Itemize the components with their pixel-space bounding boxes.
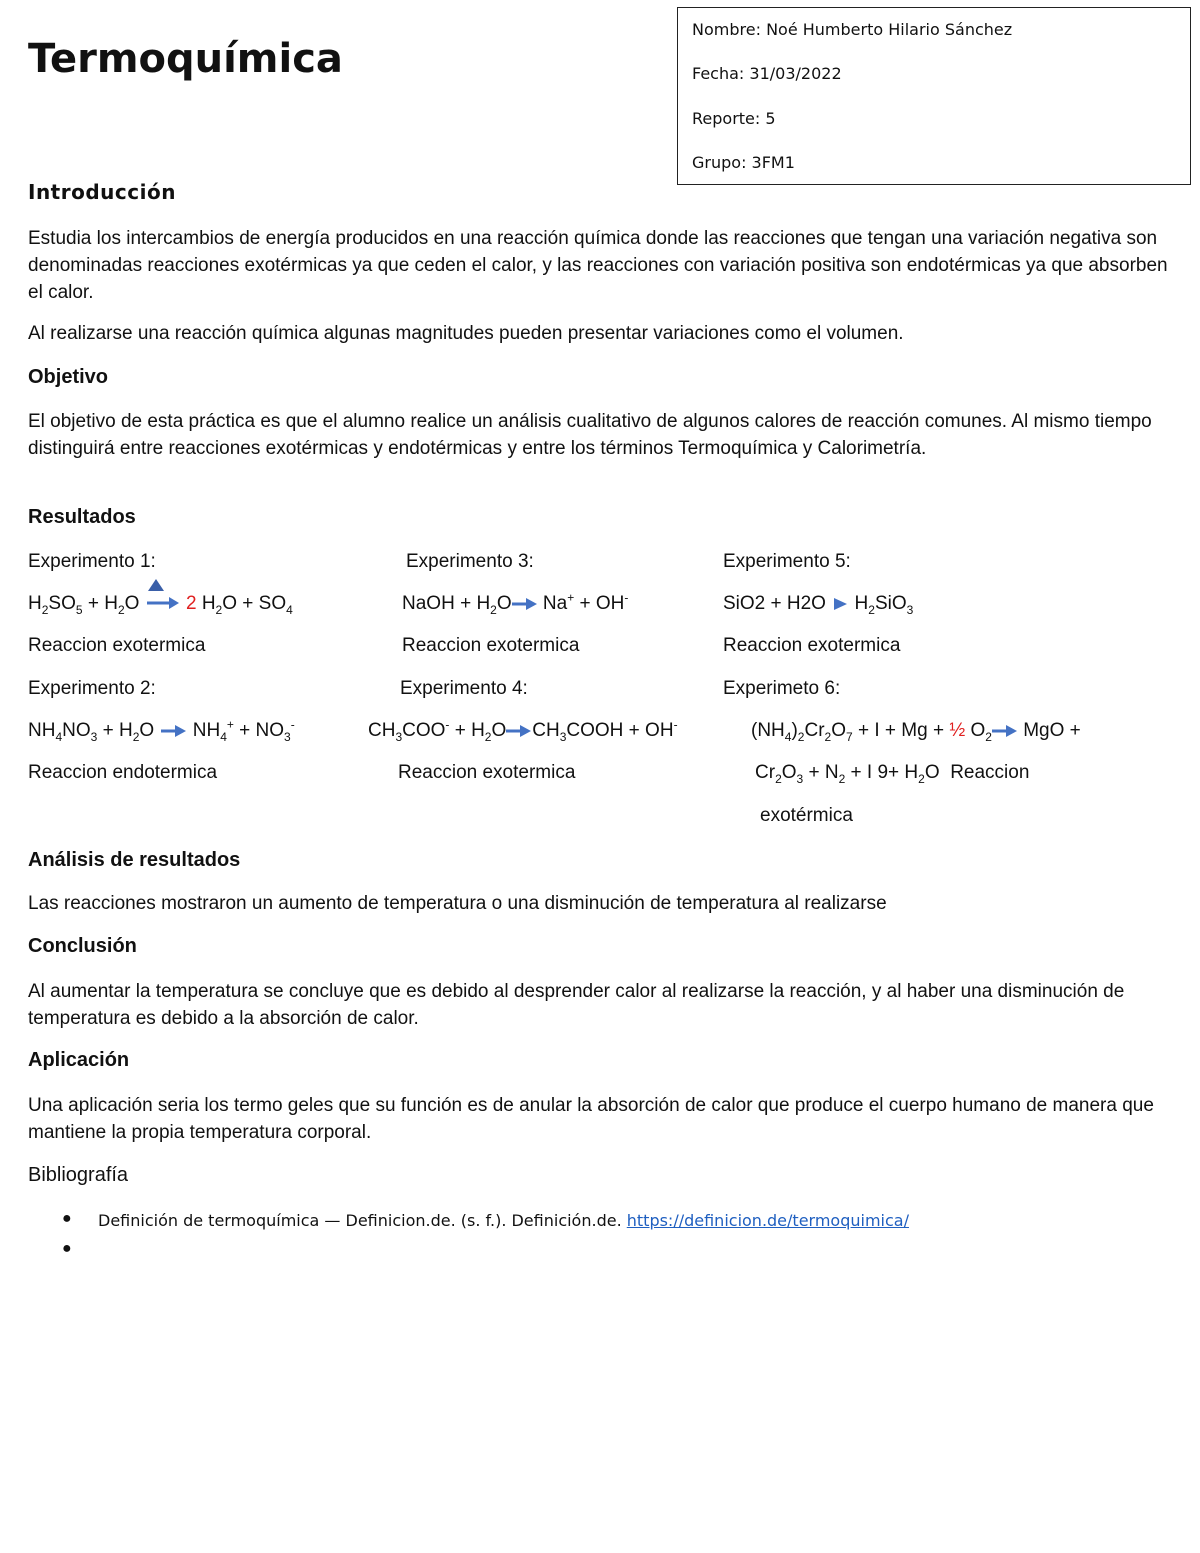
page-title: Termoquímica — [28, 36, 343, 82]
exp1-result: Reaccion exotermica — [28, 635, 206, 656]
aplicacion-paragraph: Una aplicación seria los termo geles que su función es de anular la absorción de calor que produce el cuerpo humano de manera que mantiene la propia temperatura corporal. — [28, 1095, 1154, 1143]
reporte-value: 5 — [765, 109, 776, 128]
exp5-result: Reaccion exotermica — [723, 635, 901, 656]
exp1-equation: $H_2SO_5 + H_2O$ 2 $H_2O + SO_4$ — [28, 593, 293, 615]
arrow-icon — [992, 724, 1018, 738]
arrow-icon — [159, 724, 187, 738]
bibliography-entry-text: Definición de termoquímica — Definicion.de. (s. f.). Definición.de. — [98, 1211, 622, 1230]
exp5-equation: SiO2 + H2O $H_2SiO_3$ — [723, 593, 914, 617]
intro-heading: Introducción — [28, 180, 176, 204]
grupo-row — [692, 153, 795, 172]
exp6-result-b: exotérmica — [760, 805, 853, 826]
arrow-icon — [506, 724, 532, 738]
analisis-heading: Análisis de resultados — [28, 849, 241, 871]
nombre-row — [692, 20, 1012, 39]
nombre-label: Nombre: — [692, 20, 761, 39]
exp4-result: Reaccion exotermica — [398, 762, 576, 783]
exp1-label: Experimento 1: — [28, 551, 156, 572]
student-info-box — [677, 7, 1191, 185]
reporte-row — [692, 109, 776, 128]
intro-paragraph-1: Estudia los intercambios de energía producidos en una reacción química donde las reacciones que tengan una variación negativa son denominadas reacciones exotérmicas ya que ceden el calor, y las reacciones con variación positiva son endotérmicas ya que absorben el calor. — [28, 228, 1168, 303]
conclusion-heading: Conclusión — [28, 935, 137, 957]
exp3-label: Experimento 3: — [406, 551, 534, 572]
exp4-label: Experimento 4: — [400, 678, 528, 699]
exp6-equation-line-2: $Cr_2O_3 + N_2 + I$ $9+ H_2O$ Reaccion — [755, 762, 1030, 786]
exp4-equation: $CH_3COO^- + H_2O$ $CH_3COOH + OH^-$ — [368, 717, 678, 744]
exp2-result: Reaccion endotermica — [28, 762, 218, 783]
grupo-value: 3FM1 — [751, 153, 795, 172]
bibliography-entry — [98, 1211, 909, 1230]
arrow-icon — [512, 597, 538, 611]
objetivo-heading: Objetivo — [28, 366, 109, 388]
reporte-label: Reporte: — [692, 109, 761, 128]
exp2-equation: $NH_4NO_3 + H_2O$ $NH_4^+ + NO_3^-$ — [28, 717, 295, 744]
exp2-label: Experimento 2: — [28, 678, 156, 699]
aplicacion-heading: Aplicación — [28, 1049, 130, 1071]
bullet-icon: ● — [62, 1210, 72, 1227]
nombre-value: Noé Humberto Hilario Sánchez — [766, 20, 1013, 39]
exp6-label: Experimeto 6: — [723, 678, 841, 699]
resultados-heading: Resultados — [28, 506, 136, 528]
intro-paragraph-2: Al realizarse una reacción química algunas magnitudes pueden presentar variaciones como el volumen. — [28, 323, 904, 344]
exp6-result-a: Reaccion — [950, 762, 1030, 783]
fecha-row — [692, 64, 842, 83]
fecha-value: 31/03/2022 — [749, 64, 842, 83]
arrow-icon — [831, 597, 849, 611]
exp6-equation-line-1: $(NH_4)_2Cr_2O_7 + I + Mg$ + ½ $O_2$ MgO + — [751, 720, 1081, 744]
exp3-equation: NaOH + $H_2O$ Na+ + OH- — [402, 590, 629, 617]
analisis-paragraph: Las reacciones mostraron un aumento de temperatura o una disminución de temperatura al realizarse — [28, 893, 887, 914]
objetivo-paragraph: El objetivo de esta práctica es que el alumno realice un análisis cualitativo de algunos calores de reacción comunes. Al mismo tiempo distinguirá entre reacciones exotérmicas y endotérmicas y entre los términos Termoquímica y Calorimetría. — [28, 411, 1152, 459]
exp3-result: Reaccion exotermica — [402, 635, 580, 656]
conclusion-paragraph: Al aumentar la temperatura se concluye que es debido al desprender calor al realizarse la reacción, y al haber una disminución de temperatura es debido a la absorción de calor. — [28, 981, 1125, 1029]
fecha-label: Fecha: — [692, 64, 745, 83]
heat-arrow-icon — [145, 577, 181, 611]
bullet-icon: ● — [62, 1240, 72, 1257]
exp5-label: Experimento 5: — [723, 551, 851, 572]
grupo-label: Grupo: — [692, 153, 747, 172]
bibliografia-heading: Bibliografía — [28, 1164, 129, 1186]
bibliography-link[interactable]: https://definicion.de/termoquimica/ — [626, 1211, 909, 1230]
